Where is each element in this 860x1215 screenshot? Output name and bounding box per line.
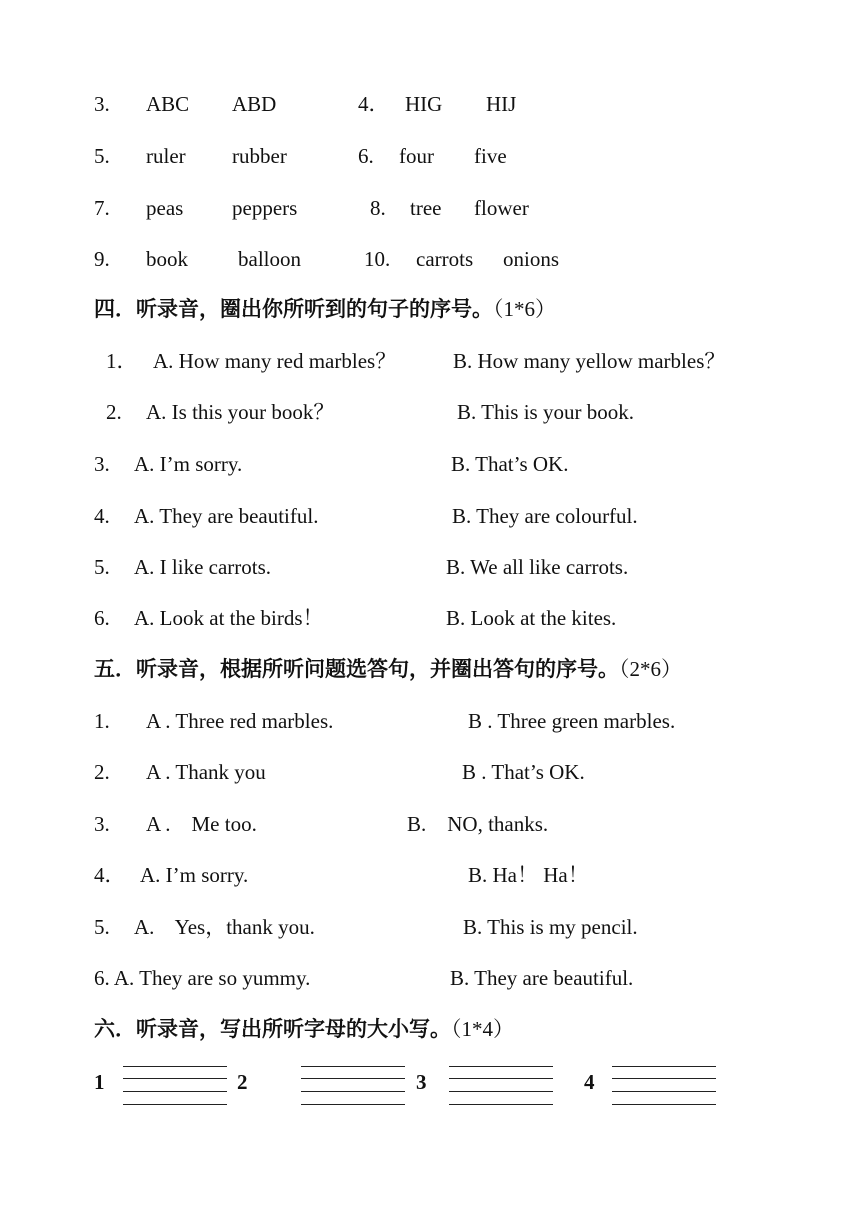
item-number: 2. (106, 400, 122, 424)
section-heading (94, 1017, 514, 1041)
item-number: 6. (94, 606, 110, 630)
item-number: 1． (106, 349, 138, 373)
item-number: 10. (364, 247, 391, 271)
option-a: book (146, 247, 188, 271)
option-b: HIJ (486, 92, 517, 116)
section-score: （1*4） (451, 1017, 514, 1041)
option-b: balloon (238, 247, 301, 271)
option-a: 6. A. They are so yummy. (94, 966, 311, 990)
section-score: （2*6） (619, 657, 682, 681)
option-a: A . Thank you (146, 760, 266, 784)
item-number: 5. (94, 144, 110, 168)
option-a: A. I like carrots. (134, 555, 272, 579)
option-b: five (474, 144, 507, 168)
item-number: 1. (94, 709, 110, 733)
item-number: 3. (94, 452, 110, 476)
option-a: carrots (416, 247, 474, 271)
option-b: B. Ha！ Ha！ (468, 863, 589, 887)
section-title: 五．听录音，根据所听问题选答句，并圈出答句的序号。 (94, 657, 619, 681)
option-a: A. I’m sorry. (134, 452, 243, 476)
item-number: 5. (94, 915, 110, 939)
option-b: B. That’s OK. (451, 452, 569, 476)
option-b: B . Three green marbles. (468, 709, 676, 733)
option-b: peppers (232, 196, 298, 220)
blank-number: 4 (584, 1070, 595, 1094)
option-b: B. How many yellow marbles？ (453, 349, 726, 373)
item-number: 6. (358, 144, 374, 168)
section-title: 六．听录音，写出所听字母的大小写。 (94, 1017, 451, 1041)
option-a: ABC (146, 92, 190, 116)
item-number: 5. (94, 555, 110, 579)
writing-lines[interactable] (612, 1066, 716, 1106)
option-b: onions (503, 247, 560, 271)
option-a: tree (410, 196, 442, 220)
option-b: B . That’s OK. (462, 760, 585, 784)
option-b: B. This is my pencil. (463, 915, 638, 939)
section-heading (94, 657, 682, 681)
writing-lines[interactable] (123, 1066, 227, 1106)
item-number: 7. (94, 196, 110, 220)
item-number: 4. (94, 504, 110, 528)
section-heading (94, 297, 556, 321)
option-a: A. Is this your book？ (146, 400, 335, 424)
blank-number: 1 (94, 1070, 105, 1094)
option-b: B. NO, thanks. (407, 812, 549, 836)
option-a: A. They are beautiful. (134, 504, 319, 528)
option-b: flower (474, 196, 529, 220)
option-b: ABD (232, 92, 277, 116)
option-a: A. Yes，thank you. (134, 915, 315, 939)
option-b: B. They are beautiful. (450, 966, 634, 990)
blank-number: 3 (416, 1070, 427, 1094)
item-number: 9. (94, 247, 110, 271)
item-number: 4． (94, 863, 126, 887)
option-b: rubber (232, 144, 287, 168)
option-a: ruler (146, 144, 186, 168)
section-title: 四．听录音，圈出你所听到的句子的序号。 (94, 297, 493, 321)
option-a: A . Me too. (146, 812, 257, 836)
item-number: 3. (94, 812, 110, 836)
writing-lines[interactable] (449, 1066, 553, 1106)
blank-number: 2 (237, 1070, 248, 1094)
option-b: B. This is your book. (457, 400, 634, 424)
option-a: A. How many red marbles？ (153, 349, 397, 373)
option-a: A. Look at the birds！ (134, 606, 324, 630)
item-number: 3. (94, 92, 110, 116)
option-a: four (399, 144, 434, 168)
option-a: HIG (405, 92, 443, 116)
option-a: peas (146, 196, 184, 220)
item-number: 4． (358, 92, 390, 116)
option-b: B. They are colourful. (452, 504, 638, 528)
item-number: 8. (370, 196, 386, 220)
item-number: 2. (94, 760, 110, 784)
option-a: A. I’m sorry. (140, 863, 249, 887)
section-score: （1*6） (493, 297, 556, 321)
option-b: B. Look at the kites. (446, 606, 617, 630)
option-a: A . Three red marbles. (146, 709, 334, 733)
option-b: B. We all like carrots. (446, 555, 629, 579)
writing-lines[interactable] (301, 1066, 405, 1106)
